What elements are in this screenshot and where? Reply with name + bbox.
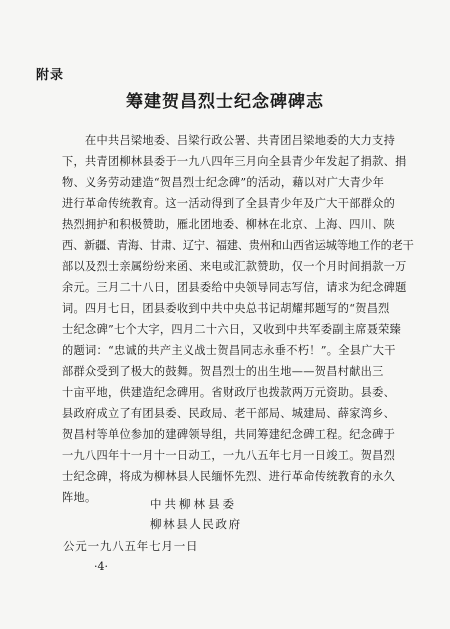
- body-line: 余元。三月二十八日，团县委给中央领导同志写信，请求为纪念碑题: [62, 281, 407, 294]
- body-line: 词。四月七日，团县委收到中共中央总书记胡耀邦题写的“贺昌烈: [62, 302, 390, 315]
- body-line: 阵地。: [62, 491, 97, 504]
- body-line: 进行革命传统教育。这一活动得到了全县青少年及广大干部群众的: [62, 197, 396, 210]
- section-label: 附录: [36, 68, 65, 83]
- body-line: 十亩平地，供建造纪念碑用。省财政厅也拨款两万元资助。县委、: [62, 386, 396, 399]
- page-number: ·4·: [94, 560, 108, 573]
- body-line: 部群众受到了极大的鼓舞。贺昌烈士的出生地——贺昌村献出三: [62, 365, 384, 378]
- body-line: 热烈拥护和积极赞助，雁北团地委、柳林在北京、上海、四川、陕: [62, 218, 396, 231]
- body-line: 一九八四年十一月十一日动工，一九八五年七月一日竣工。贺昌烈: [62, 449, 396, 462]
- body-line: 物、义务劳动建造“贺昌烈士纪念碑”的活动，藉以对广大青少年: [62, 176, 385, 189]
- body-line: 士纪念碑”七个大字，四月二十六日，又收到中共军委副主席聂荣臻: [62, 323, 402, 336]
- body-line: 下，共青团柳林县委于一九八四年三月向全县青少年发起了捐款、捐: [62, 155, 407, 168]
- body-line: 西、新疆、青海、甘肃、辽宁、福建、贵州和山西省运城等地工作的老干: [62, 239, 414, 252]
- body-text: [62, 130, 414, 508]
- signature-org-committee: 中共柳林县委: [150, 497, 237, 511]
- body-line: 贺昌村等单位参加的建碑领导组，共同筹建纪念碑工程。纪念碑于: [62, 428, 396, 441]
- page-title: 筹建贺昌烈士纪念碑碑志: [126, 92, 324, 112]
- body-line: 县政府成立了有团县委、民政局、老干部局、城建局、薛家湾乡、: [62, 407, 396, 420]
- signature-date: 公元一九八五年七月一日: [63, 539, 199, 553]
- body-line: 士纪念碑，将成为柳林县人民缅怀先烈、进行革命传统教育的永久: [62, 470, 396, 483]
- body-line: 的题词：“忠诚的共产主义战士贺昌同志永垂不朽！”。全县广大干: [62, 344, 396, 357]
- signature-org-government: 柳林县人民政府: [150, 517, 242, 531]
- body-line: 在中共吕梁地委、吕梁行政公署、共青团吕梁地委的大力支持: [62, 134, 396, 147]
- body-line: 部以及烈士亲属纷纷来函、来电或汇款赞助，仅一个月时间捐款一万: [62, 260, 407, 273]
